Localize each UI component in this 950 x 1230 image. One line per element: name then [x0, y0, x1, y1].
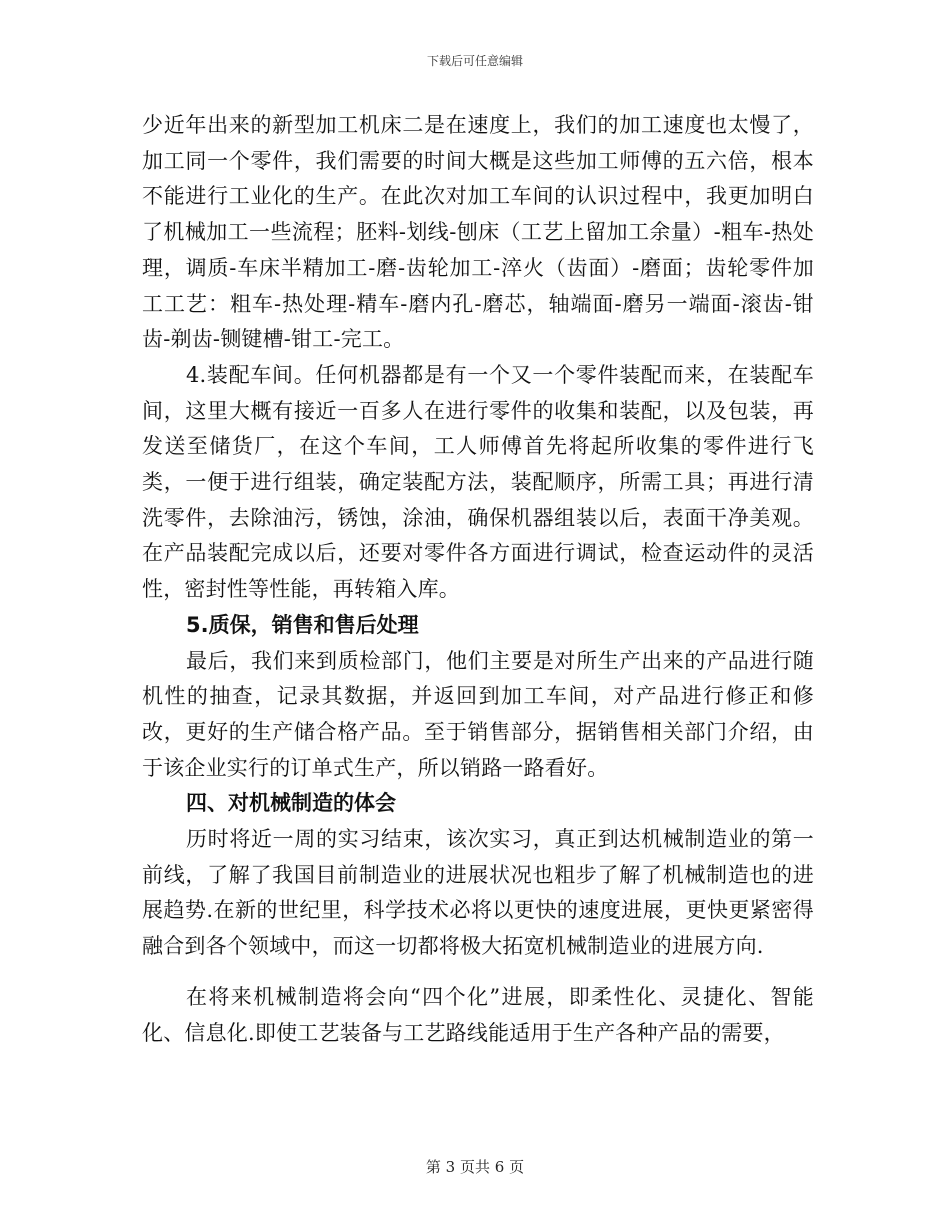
paragraph-internship-summary: 历时将近一周的实习结束，该次实习，真正到达机械制造业的第一前线，了解了我国目前制造业的进展状况也粗步了解了机械制造也的进展趋势.在新的世纪里，科学技术必将以更快的速度进展，更快更紧密得融合到各个领域中，而这一切都将极大拓宽机械制造业的进展方向. — [142, 827, 814, 959]
section-heading-reflections: 四、对机械制造的体会 — [186, 791, 396, 816]
page-number-footer: 第 3 页共 6 页 — [425, 1158, 525, 1176]
paragraph-assembly-workshop: 4.装配车间。任何机器都是有一个又一个零件装配而来，在装配车间，这里大概有接近一百多人在进行零件的收集和装配，以及包装，再发送至储货厂，在这个车间，工人师傅首先将起所收集的零件进行飞类，一便于进行组装，确定装配方法，装配顺序，所需工具；再进行清洗零件，去除油污，锈蚀，涂油，确保机器组装以后，表面干净美观。在产品装配完成以后，还要对零件各方面进行调试，检查运动件的灵活性，密封性等性能，再转箱入库。 — [142, 362, 814, 602]
paragraph-future-trends: 在将来机械制造将会向“四个化”进展，即柔性化、灵捷化、智能化、信息化.即使工艺装备与工艺路线能适用于生产各种产品的需要， — [142, 984, 814, 1045]
paragraph-quality-inspection: 最后，我们来到质检部门，他们主要是对所生产出来的产品进行随机性的抽查，记录其数据，并返回到加工车间，对产品进行修正和修改，更好的生产储合格产品。至于销售部分，据销售相关部门介绍，由于该企业实行的订单式生产，所以销路一路看好。 — [142, 648, 814, 780]
document-body — [142, 108, 814, 1051]
paragraph-gap — [142, 965, 814, 980]
paragraph-machining-process: 少近年出来的新型加工机床二是在速度上，我们的加工速度也太慢了，加工同一个零件，我们需要的时间大概是这些加工师傅的五六倍，根本不能进行工业化的生产。在此次对加工车间的认识过程中，我更加明白了机械加工一些流程；胚料-划线-刨床（工艺上留加工余量）-粗车-热处理，调质-车床半精加工-磨-齿轮加工-淬火（齿面）-磨面；齿轮零件加工工艺：粗车-热处理-精车-磨内孔-磨芯，轴端面-磨另一端面-滚齿-钳齿-剃齿-铡键槽-钳工-完工。 — [142, 113, 814, 352]
page-header-note: 下载后可任意编辑 — [426, 54, 523, 68]
section-heading-quality-sales: 5.质保，销售和售后处理 — [186, 612, 419, 637]
